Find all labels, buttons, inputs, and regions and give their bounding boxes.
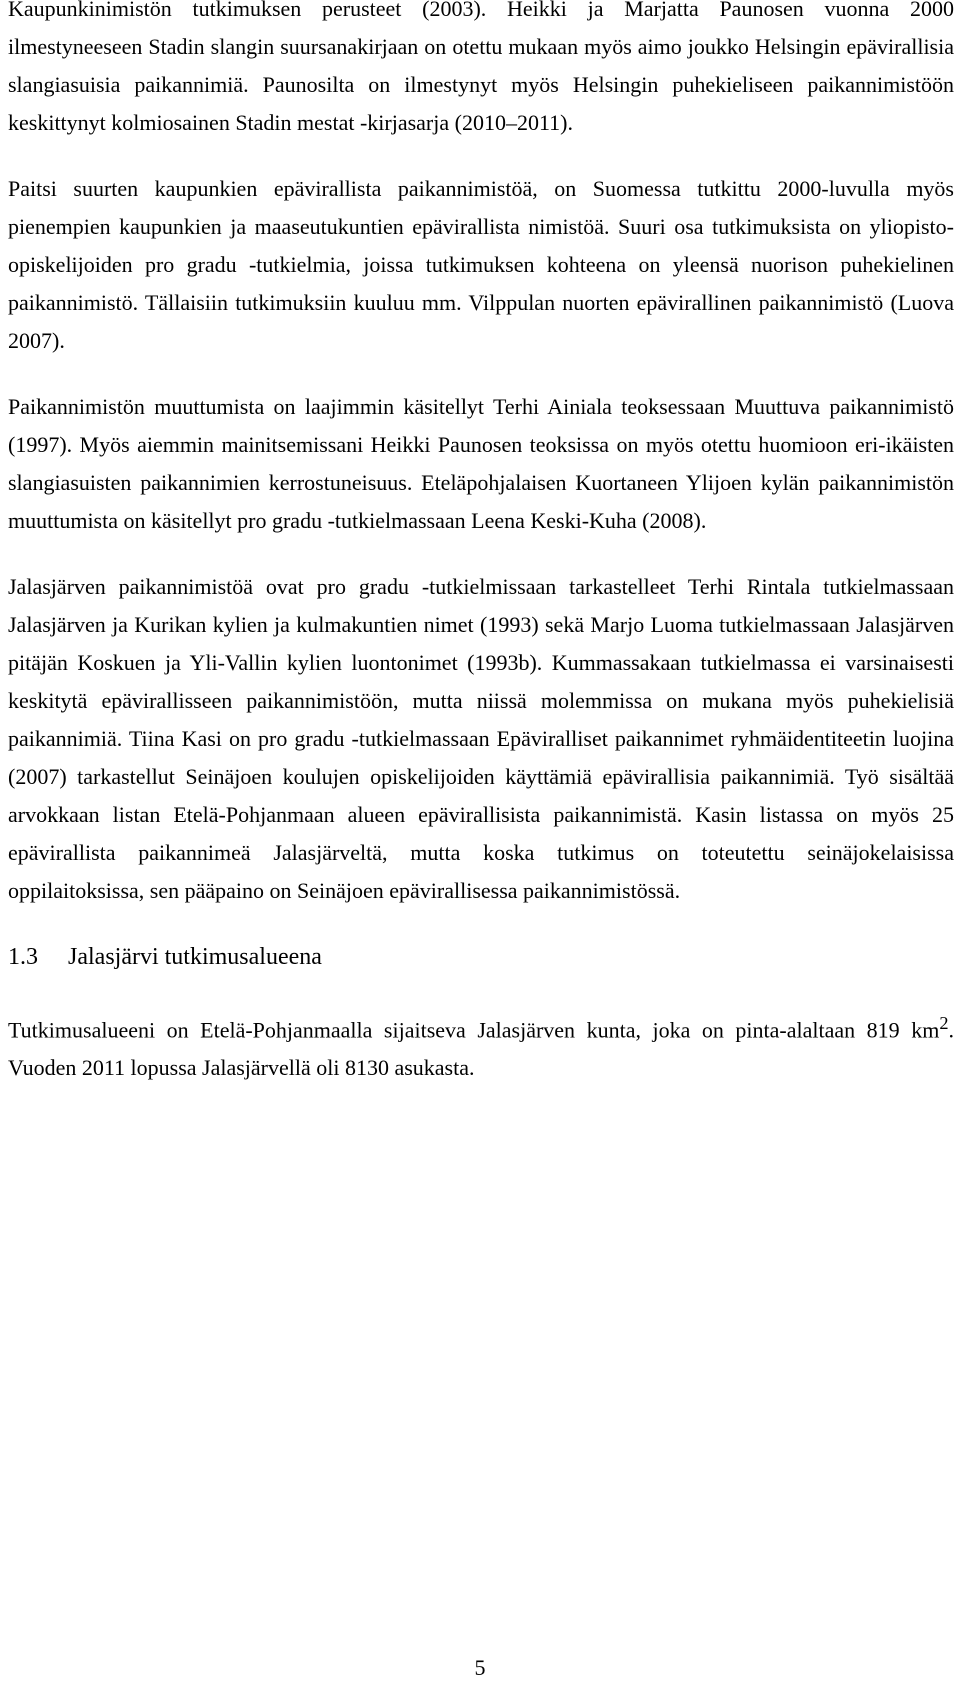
area-unit-superscript: 2 <box>939 1013 949 1033</box>
paragraph-spacer <box>8 360 954 388</box>
paragraph-literature-2: Paitsi suurten kaupunkien epävirallista paikannimistöä, on Suomessa tutkittu 2000-luvulla myös pienempien kaupunkien ja maaseutukuntien epävirallista nimistöä. Suuri osa tutkimuksista on yliopisto-opiskelijoiden pro gradu -tutkielmia, joissa tutkimuksen kohteena on yleensä nuorison puhekielinen paikannimistö. Tällaisiin tutkimuksiin kuuluu mm. Vilppulan nuorten epävirallinen paikannimistö (Luova 2007). <box>8 176 954 353</box>
paragraph-spacer <box>8 142 954 170</box>
study-area-text-end: . Vuoden 2011 lopussa Jalasjärvellä oli 8130 asukasta. <box>8 1017 954 1081</box>
section-heading <box>8 938 954 976</box>
study-area-text: Tutkimusalueeni on Etelä-Pohjanmaalla sijaitseva Jalasjärven kunta, joka on pinta-alaltaan 819 km <box>8 1017 940 1043</box>
section-number: 1.3 <box>8 944 38 970</box>
paragraph-literature-3: Paikannimistön muuttumista on laajimmin käsitellyt Terhi Ainiala teoksessaan Muuttuva paikannimistö (1997). Myös aiemmin mainitsemissani Heikki Paunosen teoksissa on myös otettu huomioon eri-ikäisten slangiasuisten paikannimien kerrostuneisuus. Eteläpohjalaisen Kuortaneen Ylijoen kylän paikannimistön muuttumista on käsitellyt pro gradu -tutkielmassaan Leena Keski-Kuha (2008). <box>8 394 954 533</box>
paragraph-study-area <box>8 1004 954 1087</box>
document-page <box>8 0 954 1087</box>
paragraph-spacer <box>8 910 954 938</box>
paragraph-spacer <box>8 976 954 1004</box>
section-title: Jalasjärvi tutkimusalueena <box>68 944 322 970</box>
paragraph-spacer <box>8 540 954 568</box>
paragraph-literature-4: Jalasjärven paikannimistöä ovat pro gradu -tutkielmissaan tarkastelleet Terhi Rintala tutkielmassaan Jalasjärven ja Kurikan kylien ja kulmakuntien nimet (1993) sekä Marjo Luoma tutkielmassaan Jalasjärven pitäjän Koskuen ja Yli-Vallin kylien luontonimet (1993b). Kummassakaan tutkielmassa ei varsinaisesti keskitytä epävirallisseen paikannimistöön, mutta niissä molemmissa on mukana myös puhekielisiä paikannimiä. Tiina Kasi on pro gradu -tutkielmassaan Epäviralliset paikannimet ryhmäidentiteetin luojina (2007) tarkastellut Seinäjoen koulujen opiskelijoiden käyttämiä epävirallisia paikannimiä. Työ sisältää arvokkaan listan Etelä-Pohjanmaan alueen epävirallisista paikannimistä. Kasin listassa on myös 25 epävirallista paikannimeä Jalasjärveltä, mutta koska tutkimus on toteutettu seinäjokelaisissa oppilaitoksissa, sen pääpaino on Seinäjoen epävirallisessa paikannimistössä. <box>8 574 954 903</box>
page-number: 5 <box>474 1655 486 1680</box>
paragraph-literature-1: Kaupunkinimistön tutkimuksen perusteet (2003). Heikki ja Marjatta Paunosen vuonna 2000 ilmestyneeseen Stadin slangin suursanakirjaan on otettu mukaan myös aimo joukko Helsingin epävirallisia slangiasuisia paikannimiä. Paunosilta on ilmestynyt myös Helsingin puhekieliseen paikannimistöön keskittynyt kolmiosainen Stadin mestat -kirjasarja (2010–2011). <box>8 0 954 135</box>
